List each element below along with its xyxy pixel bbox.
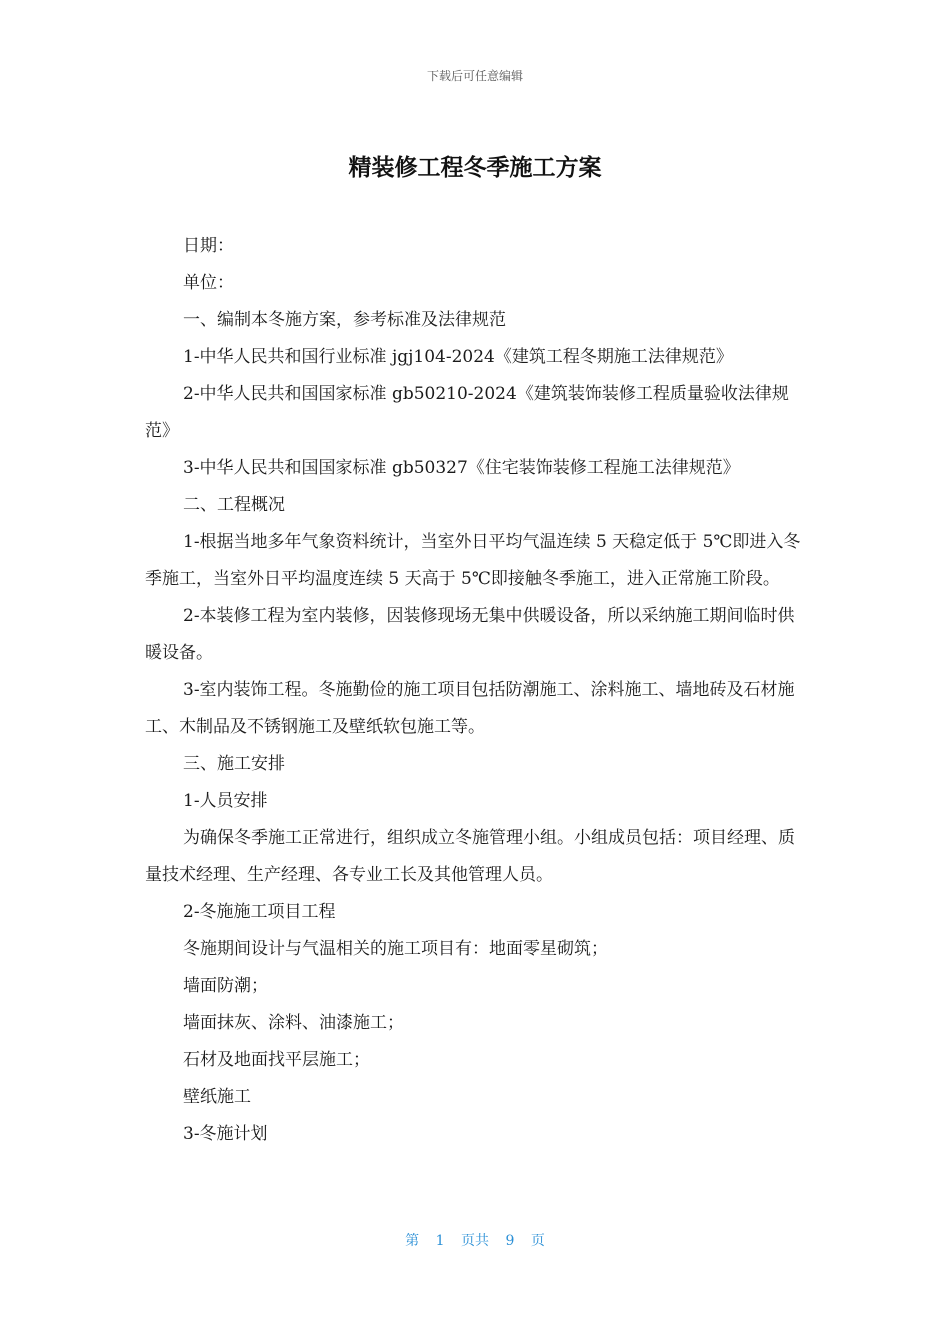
download-note: 下载后可任意编辑 bbox=[426, 69, 523, 83]
current-page-number: 1 bbox=[435, 1233, 445, 1249]
paragraph-personnel: 为确保冬季施工正常进行，组织成立冬施管理小组。小组成员包括：项目经理、质量技术经理、生产经理、各专业工长及其他管理人员。 bbox=[145, 828, 795, 885]
subheading-plan: 3-冬施计划 bbox=[183, 1124, 268, 1144]
paragraph-unit: 单位： bbox=[183, 273, 234, 293]
section-heading-overview: 二、工程概况 bbox=[183, 495, 285, 515]
paragraph-overview-2: 2-本装修工程为室内装修，因装修现场无集中供暖设备，所以采纳施工期间临时供暖设备。 bbox=[145, 606, 795, 663]
subheading-personnel: 1-人员安排 bbox=[183, 791, 268, 811]
list-item: 壁纸施工 bbox=[183, 1087, 251, 1107]
section-heading-arrangement: 三、施工安排 bbox=[183, 754, 285, 774]
paragraph-overview-3: 3-室内装饰工程。冬施勤俭的施工项目包括防潮施工、涂料施工、墙地砖及石材施工、木制品及不锈钢施工及壁纸软包施工等。 bbox=[145, 680, 795, 737]
page-label-suffix: 页 bbox=[530, 1233, 545, 1249]
total-pages-number: 9 bbox=[505, 1233, 515, 1249]
paragraph-overview-1: 1-根据当地多年气象资料统计，当室外日平均气温连续 5 天稳定低于 5℃即进入冬季施工，当室外日平均温度连续 5 天高于 5℃即接触冬季施工，进入正常施工阶段。 bbox=[145, 532, 801, 589]
paragraph-standard-3: 3-中华人民共和国国家标准 gb50327《住宅装饰装修工程施工法律规范》 bbox=[183, 458, 740, 478]
page-label-middle: 页共 bbox=[461, 1233, 489, 1249]
list-item: 墙面抹灰、涂料、油漆施工； bbox=[183, 1013, 404, 1033]
document-body bbox=[145, 228, 810, 1153]
section-heading-standards: 一、编制本冬施方案，参考标准及法律规范 bbox=[183, 310, 506, 330]
list-item: 石材及地面找平层施工； bbox=[183, 1050, 370, 1070]
page-label-prefix: 第 bbox=[405, 1233, 420, 1249]
paragraph-standard-2: 2-中华人民共和国国家标准 gb50210-2024《建筑装饰装修工程质量验收法律规范》 bbox=[145, 384, 789, 441]
subheading-projects: 2-冬施施工项目工程 bbox=[183, 902, 336, 922]
paragraph-date: 日期： bbox=[183, 236, 234, 256]
paragraph-standard-1: 1-中华人民共和国行业标准 jgj104-2024《建筑工程冬期施工法律规范》 bbox=[183, 347, 733, 367]
paragraph-projects: 冬施期间设计与气温相关的施工项目有：地面零星砌筑； bbox=[183, 939, 608, 959]
page-indicator bbox=[0, 1230, 950, 1250]
list-item: 墙面防潮； bbox=[183, 976, 268, 996]
document-title: 精装修工程冬季施工方案 bbox=[348, 155, 602, 181]
